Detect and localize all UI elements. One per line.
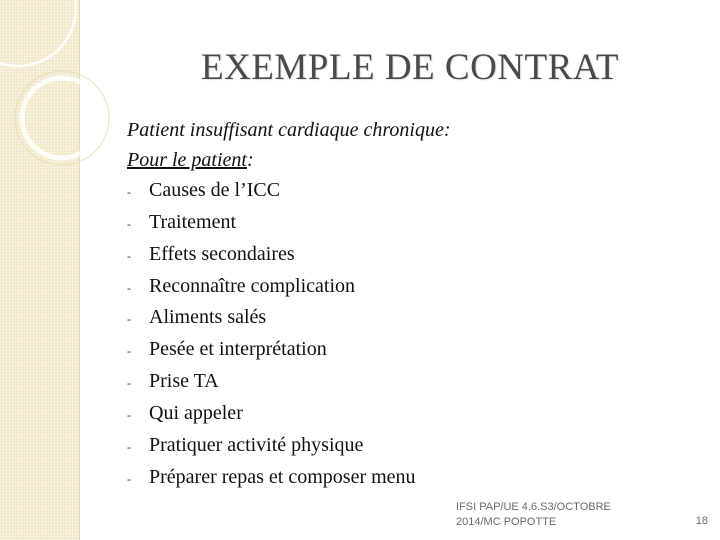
bullet-dash: -: [127, 344, 131, 359]
deco-circle-outline: [15, 71, 109, 165]
bullet-dash: -: [127, 408, 131, 423]
list-item: [127, 208, 687, 240]
bullet-dash: -: [127, 184, 131, 199]
bullet-dash: -: [127, 248, 131, 263]
list-item-text: Reconnaître complication: [149, 274, 356, 297]
list-item: [127, 399, 687, 431]
list-item: [127, 303, 687, 335]
slide-title: EXEMPLE DE CONTRAT: [200, 47, 620, 88]
decorative-circles: [0, 0, 120, 200]
subheading-suffix: :: [246, 148, 254, 171]
list-item-text: Causes de l’ICC: [149, 178, 281, 201]
list-item-text: Aliments salés: [149, 306, 267, 329]
bullet-dash: -: [127, 440, 131, 455]
content-heading: Patient insuffisant cardiaque chronique:: [127, 119, 451, 141]
list-item: [127, 240, 687, 272]
bullet-dash: -: [127, 376, 131, 391]
item-list: [127, 176, 687, 495]
list-item: [127, 272, 687, 304]
list-item: [127, 367, 687, 399]
bullet-dash: -: [127, 216, 131, 231]
list-item-text: Pratiquer activité physique: [149, 434, 364, 457]
subheading-underlined: Pour le patient: [127, 148, 247, 171]
list-item: [127, 463, 687, 495]
bullet-dash: -: [127, 280, 131, 295]
list-item-text: Préparer repas et composer menu: [149, 465, 416, 488]
footer-line-1: IFSI PAP/UE 4.6.S3/OCTOBRE: [456, 501, 611, 513]
bullet-dash: -: [127, 312, 131, 327]
bullet-dash: -: [127, 471, 131, 486]
list-item-text: Prise TA: [149, 370, 219, 393]
list-item-text: Effets secondaires: [149, 242, 295, 265]
list-item: [127, 335, 687, 367]
list-item: [127, 176, 687, 208]
list-item-text: Traitement: [149, 210, 237, 233]
slide-content: [127, 116, 687, 495]
deco-circle-large: [0, 0, 76, 66]
page-number: 18: [695, 515, 708, 527]
deco-circle-medium: [22, 78, 102, 158]
list-item: [127, 431, 687, 463]
list-item-text: Pesée et interprétation: [149, 338, 327, 361]
footer-line-2: 2014/MC POPOTTE: [456, 516, 557, 528]
slide-footer: [456, 500, 611, 530]
content-subheading: [127, 146, 687, 176]
list-item-text: Qui appeler: [149, 402, 243, 425]
